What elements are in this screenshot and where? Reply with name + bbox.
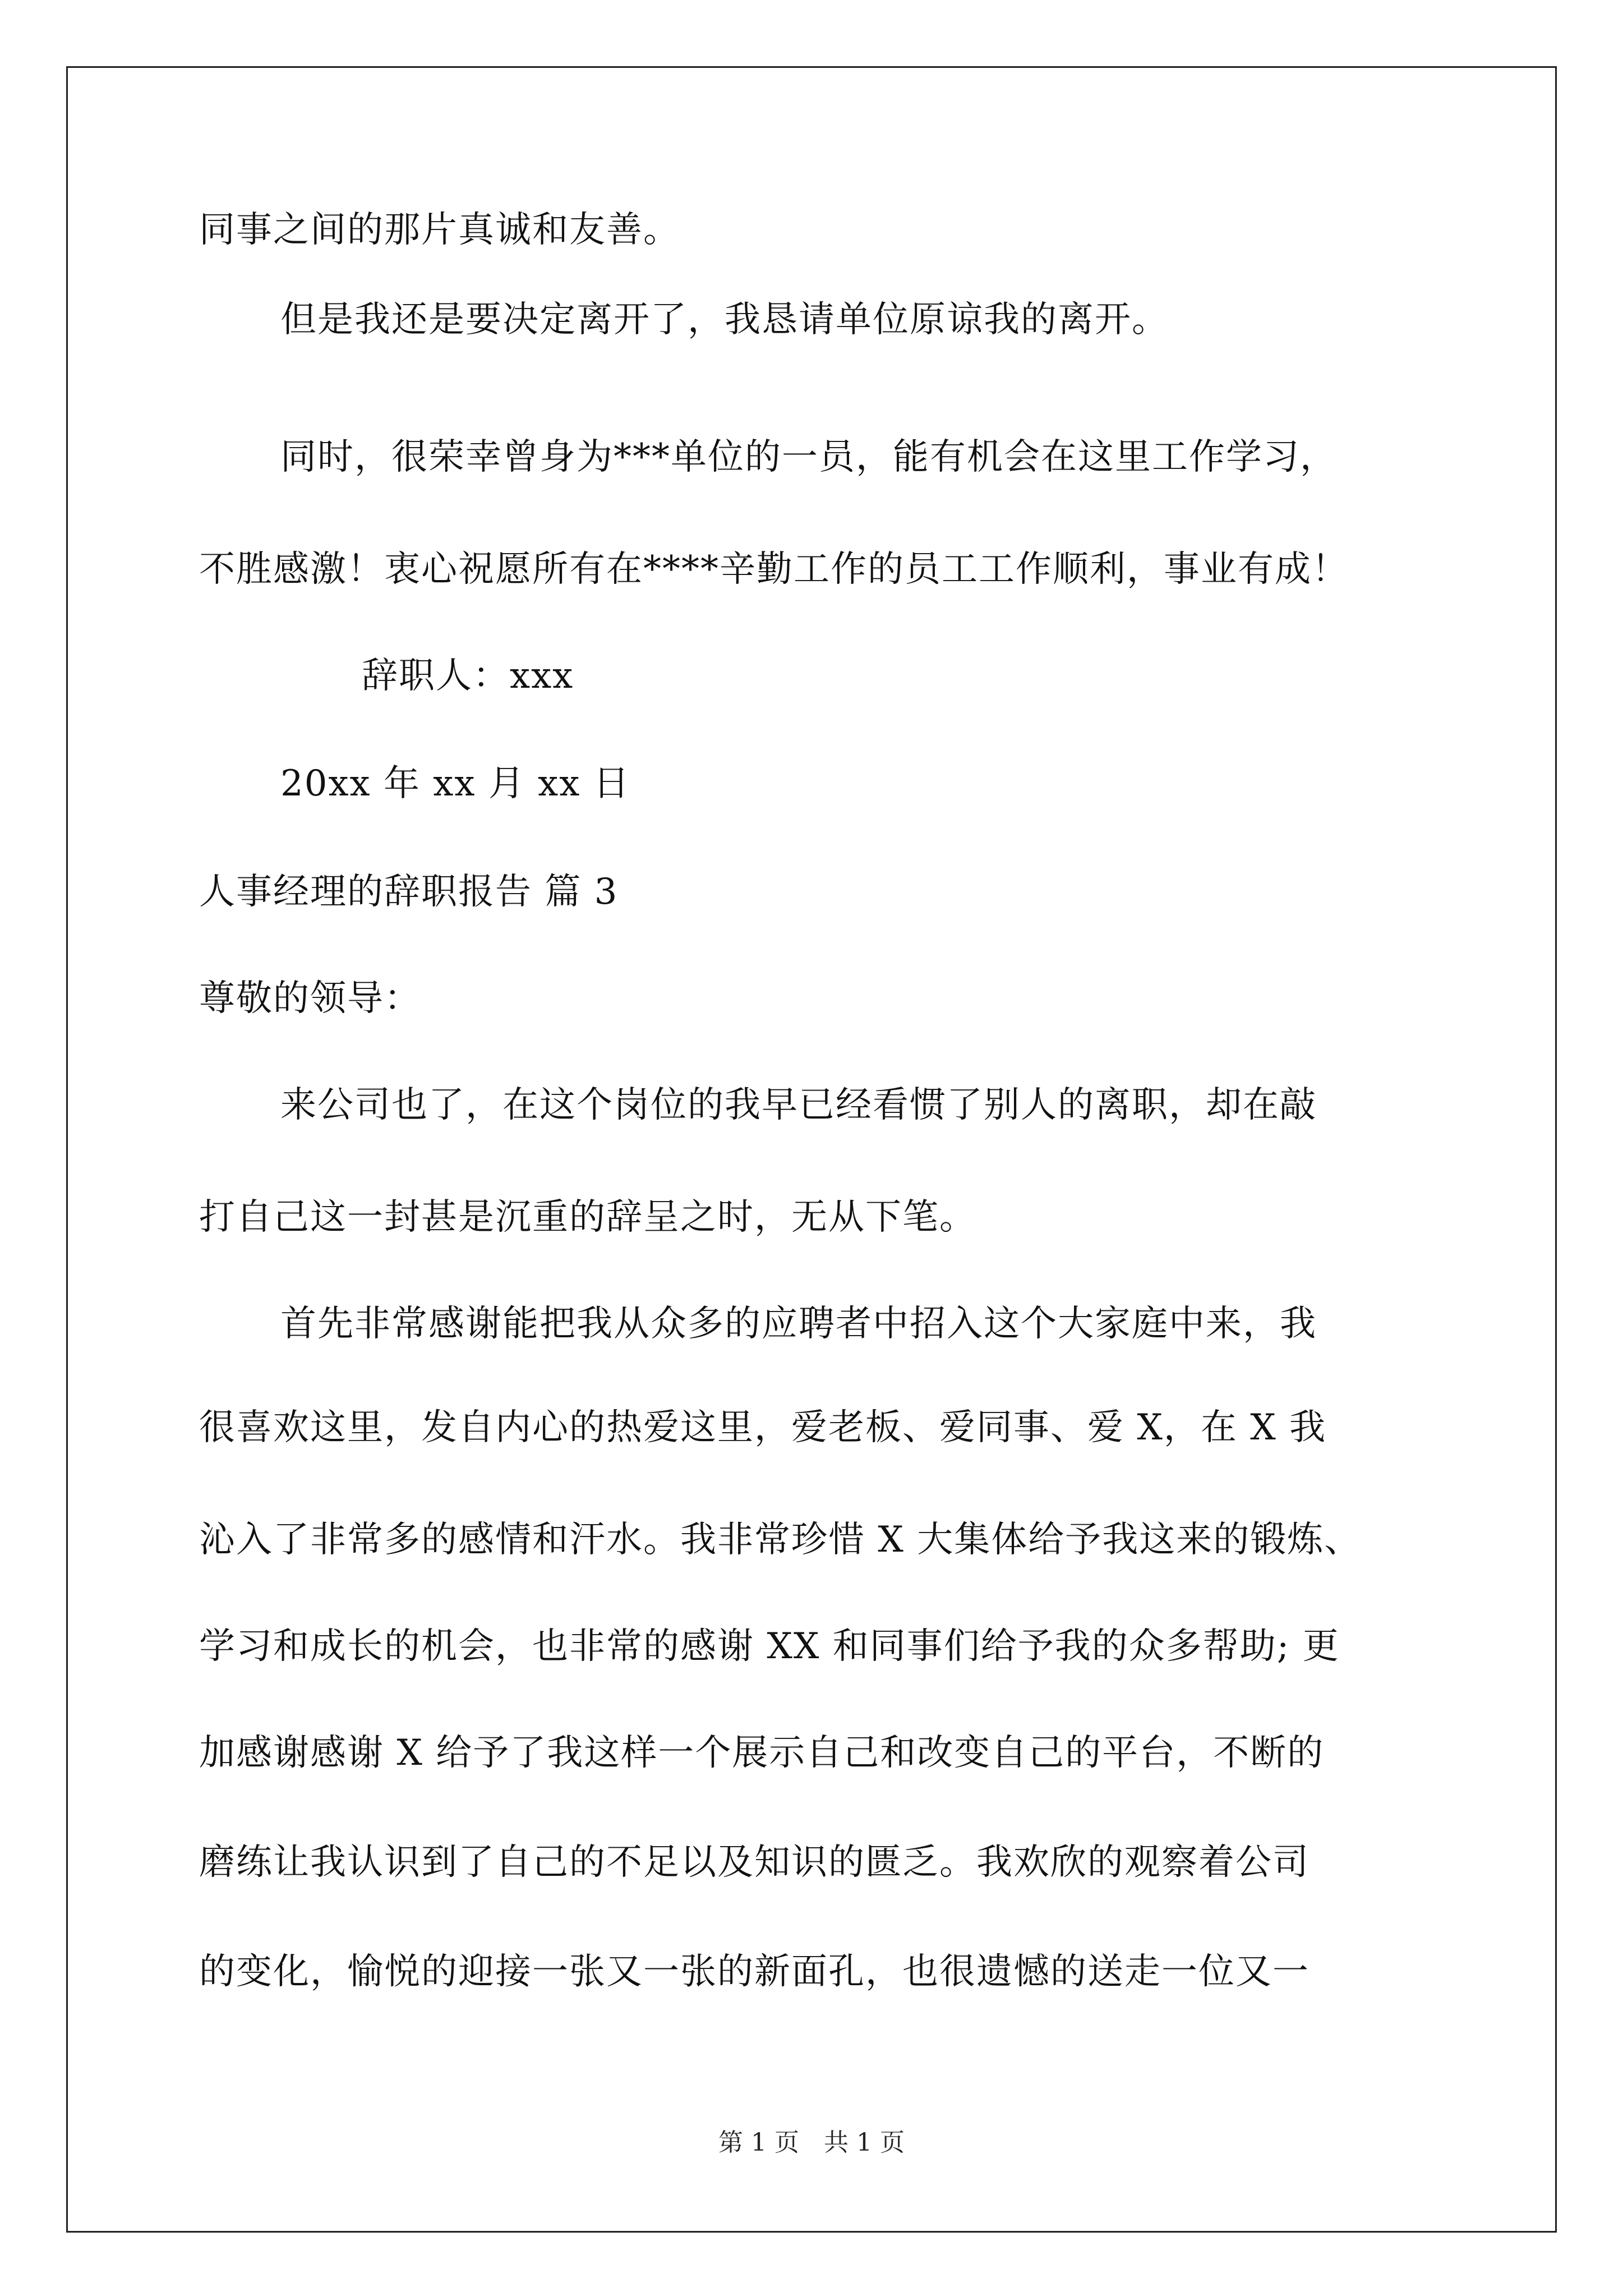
section-heading: 人事经理的辞职报告 篇 3 (199, 871, 619, 913)
body-text-line: 同事之间的那片真诚和友善。 (199, 209, 680, 251)
body-text-line: 很喜欢这里，发自内心的热爱这里，爱老板、爱同事、爱 X，在 X 我 (199, 1407, 1327, 1448)
body-text-line: 学习和成长的机会，也非常的感谢 XX 和同事们给予我的众多帮助; 更 (199, 1626, 1340, 1667)
page-border (66, 66, 1557, 2233)
body-text-line: 来公司也了，在这个岗位的我早已经看惯了别人的离职，却在敲 (280, 1084, 1317, 1126)
body-text-line: 沁入了非常多的感情和汗水。我非常珍惜 X 大集体给予我这来的锻炼、 (199, 1519, 1362, 1561)
page-footer: 第 1 页 共 1 页 (718, 2128, 905, 2157)
body-text-line: 加感谢感谢 X 给予了我这样一个展示自己和改变自己的平台，不断的 (199, 1732, 1325, 1774)
salutation: 尊敬的领导： (199, 978, 421, 1019)
body-text-line: 同时，很荣幸曾身为***单位的一员，能有机会在这里工作学习， (280, 436, 1337, 478)
body-text-line: 磨练让我认识到了自己的不足以及知识的匮乏。我欢欣的观察着公司 (199, 1842, 1310, 1883)
signature-line: 辞职人：xxx (362, 655, 574, 697)
body-text-line: 但是我还是要决定离开了，我恳请单位原谅我的离开。 (280, 299, 1169, 341)
date-line: 20xx 年 xx 月 xx 日 (280, 763, 630, 804)
body-text-line: 打自己这一封甚是沉重的辞呈之时，无从下笔。 (199, 1197, 976, 1238)
body-text-line: 首先非常感谢能把我从众多的应聘者中招入这个大家庭中来，我 (280, 1303, 1317, 1345)
body-text-line: 不胜感激！衷心祝愿所有在****辛勤工作的员工工作顺利，事业有成！ (199, 549, 1349, 590)
body-text-line: 的变化，愉悦的迎接一张又一张的新面孔，也很遗憾的送走一位又一 (199, 1951, 1310, 1993)
